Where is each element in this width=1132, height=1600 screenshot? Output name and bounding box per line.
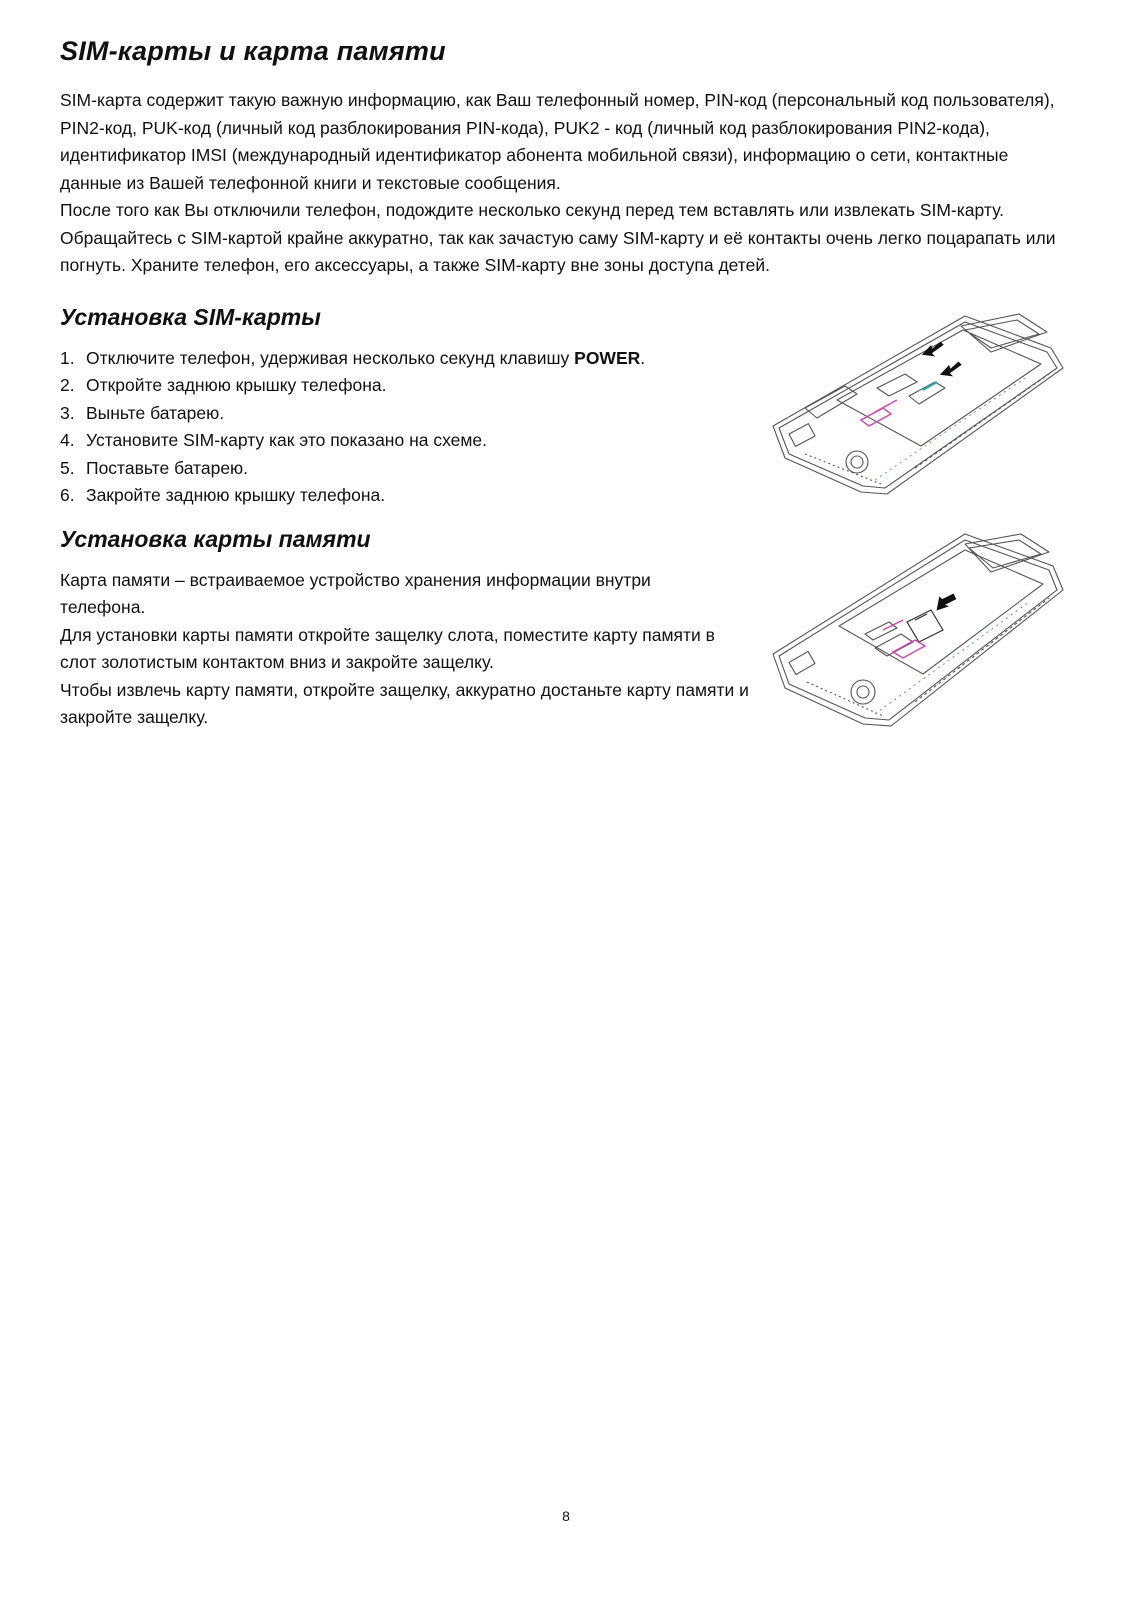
sim-step: 3. Выньте батарею. (60, 402, 225, 423)
memory-section-heading: Установка карты памяти (60, 525, 371, 552)
intro-text (60, 87, 1060, 280)
insert-arrow-icon (931, 587, 958, 614)
document-page (60, 36, 1060, 726)
sim-step: 2. Откройте заднюю крышку телефона. (60, 375, 387, 395)
sim-steps-list (60, 345, 750, 510)
sim-install-section (60, 304, 1060, 514)
sim-section-heading: Установка SIM-карты (60, 303, 321, 330)
insert-arrow-icon (920, 340, 965, 379)
memory-card-section (60, 526, 1060, 726)
power-key-label: POWER (574, 347, 641, 368)
sim-step: 5. Поставьте батарею. (60, 457, 249, 478)
intro-paragraph-1: SIM-карта содержит такую важную информацию, как Ваш телефонный номер, PIN-код (персональный код пользователя), PIN2-код, PUK-код (личный код разблокирования PIN-кода), PUK2 - код (личный код разблокирования PIN2-кода), идентификатор IMSI (международный идентификатор абонента мобильной связи), информацию о сети, контактные данные из Вашей телефонной книги и текстовые сообщения. (60, 90, 1055, 193)
sim-install-diagram (765, 308, 1065, 498)
sim-step: 6. Закройте заднюю крышку телефона. (60, 485, 386, 505)
memory-paragraph-1: Карта памяти – встраиваемое устройство хранения информации внутри телефона. (60, 569, 651, 617)
sim-step: 1. Отключите телефон, удерживая несколько секунд клавишу POWER. (60, 347, 646, 368)
page-number: 8 (562, 1508, 570, 1524)
memory-paragraph-3: Чтобы извлечь карту памяти, откройте защелку, аккуратно достаньте карту памяти и закройте защелку. (60, 679, 749, 727)
intro-paragraph-2: После того как Вы отключили телефон, подождите несколько секунд перед тем вставлять или извлекать SIM-карту. Обращайтесь с SIM-картой крайне аккуратно, так как зачастую саму SIM-карту и её контакты очень легко поцарапать или погнуть. Храните телефон, его аксессуары, а также SIM-карту вне зоны доступа детей. (60, 200, 1056, 275)
page-title: SIM-карты и карта памяти (60, 36, 446, 66)
memory-card-diagram (765, 526, 1065, 731)
memory-paragraph-2: Для установки карты памяти откройте защелку слота, поместите карту памяти в слот золотистым контактом вниз и закройте защелку. (60, 624, 715, 672)
sim-step: 4. Установите SIM-карту как это показано на схеме. (60, 430, 487, 450)
